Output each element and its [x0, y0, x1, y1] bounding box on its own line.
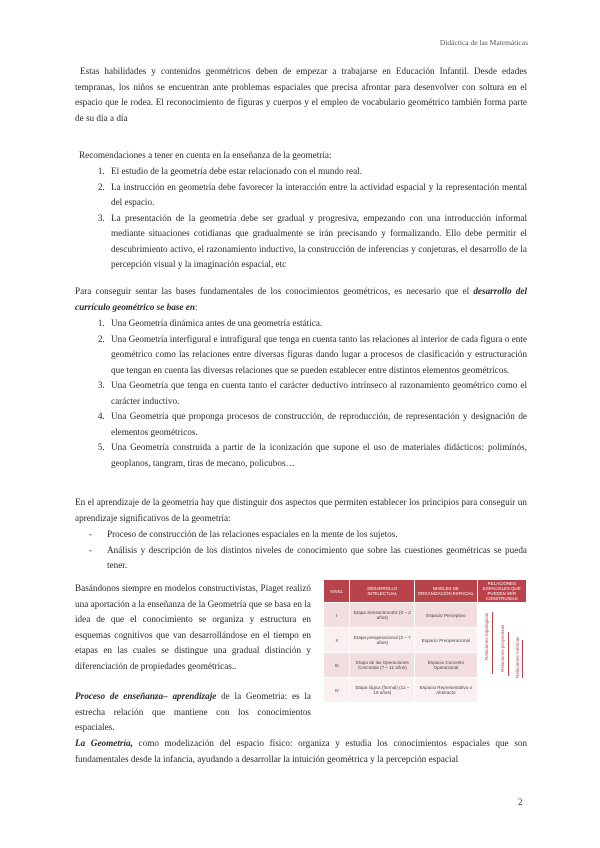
list-item: 1. El estudio de la geometría debe estar relacionado con el mundo real.	[107, 164, 527, 180]
table-row	[324, 603, 527, 628]
learning-intro: En el aprendizaje de la geometría hay que distinguir dos aspectos que permiten establecer los principios para conseguir un aprendizaje significativos de la geometría:	[75, 497, 527, 523]
recommendations-heading: Recomendaciones a tener en cuenta en la enseñanza de la geometría:	[79, 150, 332, 160]
piaget-paragraph: Basándonos siempre en modelos constructivistas, Piaget realizó una aportación a la enseñanza de la Geometría que se basa en la idea de que el conocimiento se organiza y estructura en esquemas cognitivos que van desarrollándose en el tiempo en etapas en las cuales se distingue una gradual distinción y diferenciación de propiedades geométricas..	[75, 583, 311, 671]
cell-nivel: II	[324, 628, 350, 653]
piaget-levels-table	[323, 579, 527, 703]
list-item: 5. Una Geometría construida a partir de la iconización que supone el uso de materiales didácticos: polimínós, geoplanos, tangram, tiras de mecano, policubos…	[107, 440, 527, 471]
list-item: - Análisis y descripción de los distintos niveles de conocimiento que sobre las cuestiones geométricas se pueda tener.	[107, 543, 527, 574]
recommendations-list	[75, 164, 527, 273]
list-item: - Proceso de construcción de las relaciones espaciales en la mente de los sujetos.	[107, 527, 527, 543]
list-item: 3. La presentación de la geometría debe ser gradual y progresiva, empezando con una introducción informal mediante situaciones cotidianas que gradualmente se irán precisando y formalizando. Ello debe permitir el descubrimiento activo, el razonamiento inductivo, la construcción de inferencias y conjeturas, el desarrollo de la percepción visual y la imaginación espacial, etc	[107, 211, 527, 273]
cell-desarrollo: Etapa lógica (formal) (11 – 16 años)	[350, 678, 415, 703]
process-emphasis: Proceso de enseñanza– aprendizaje	[75, 691, 217, 701]
page-number: 2	[518, 797, 523, 807]
header-relaciones: RELACIONES ESPACIALES QUE PUEDEN SER CONSTRUIDAS	[477, 580, 526, 603]
list-item: 1. Una Geometría dinámica antes de una geometría estática.	[107, 316, 527, 332]
header-nivel: NIVEL	[324, 580, 350, 603]
cell-organizacion: Espacio Representativo o Abstracto	[415, 678, 477, 703]
arrow-topological	[492, 612, 493, 674]
cell-desarrollo: Etapa preoperacional (2 – 7 años)	[350, 628, 415, 653]
learning-list	[75, 527, 527, 574]
label-metric: Relaciones métricas	[515, 636, 520, 678]
list-item: 2. Una Geometría interfigural e intrafigural que tenga en cuenta tanto las relaciones al interior de cada figura o ente geométrico como las relaciones entre diversas figuras dando lugar a procesos de clasificación y estructuración que tengan en cuenta las diversas relaciones que se pueden establecer entre distintos elementos geométricos.	[107, 332, 527, 379]
process-paragraph: Proceso de enseñanza– aprendizaje de la Geometría: es la estrecha relación que mantiene con los conocimientos espaciales.	[75, 691, 311, 732]
intro-paragraph: Estas habilidades y contenidos geométricos deben de empezar a trabajarse en Educación Infantil. Desde edades tempranas, los niños se encuentran ante problemas espaciales que precisa afrontar para desenvolver con soltura en el espacio que le rodea. El reconocimiento de figuras y cuerpos y el empleo de vocabulario geométrico también forma parte de su día a día	[75, 66, 527, 123]
geometry-emphasis: La Geometría,	[75, 738, 133, 748]
curriculum-emphasis: desarrollo del currículo geométrico se base en	[75, 286, 527, 312]
cell-nivel: I	[324, 603, 350, 628]
list-item: 2. La instrucción en geometría debe favorecer la interacción entre la actividad espacial y la representación mental del espacio.	[107, 180, 527, 211]
label-projective: Relaciones proyectivas	[500, 624, 505, 672]
arrow-metric	[522, 640, 523, 678]
curriculum-list	[75, 316, 527, 471]
header-desarrollo: DESARROLLO INTELECTUAL	[350, 580, 415, 603]
label-topological: Relaciones topológicas	[484, 612, 489, 660]
header-organizacion: NIVELES DE ORGANIZACIÓN ESPACIAL	[415, 580, 477, 603]
cell-organizacion: Espacio Perceptivo	[415, 603, 477, 628]
cell-nivel: IV	[324, 678, 350, 703]
list-item: 3. Una Geometría que tenga en cuenta tanto el carácter deductivo intrínseco al razonamiento geométrico como el carácter inductivo.	[107, 378, 527, 409]
geometry-definition: La Geometría, como modelización del espacio físico: organiza y estudia los conocimientos espaciales que son fundamentales desde la infancia, ayudando a desarrollar la intuición geométrica y la percepción espacial	[75, 738, 528, 764]
arrow-projective	[508, 632, 509, 676]
running-header: Didáctica de las Matemáticas	[439, 38, 528, 47]
cell-desarrollo: Etapa de las Operaciones Concretas (7 – 11 años)	[350, 653, 415, 678]
cell-organizacion: Espacio Preoperacional	[415, 628, 477, 653]
cell-nivel: III	[324, 653, 350, 678]
cell-desarrollo: Etapa Sensoriomotriz (0 – 2 años)	[350, 603, 415, 628]
curriculum-intro: Para conseguir sentar las bases fundamentales de los conocimientos geométricos, es necesario que el desarrollo del currículo geométrico se base en:	[75, 286, 527, 312]
cell-organizacion: Espacio Concreto Operacional	[415, 653, 477, 678]
list-item: 4. Una Geometría que proponga procesos de construcción, de reproducción, de representación y designación de elementos geométricos.	[107, 409, 527, 440]
